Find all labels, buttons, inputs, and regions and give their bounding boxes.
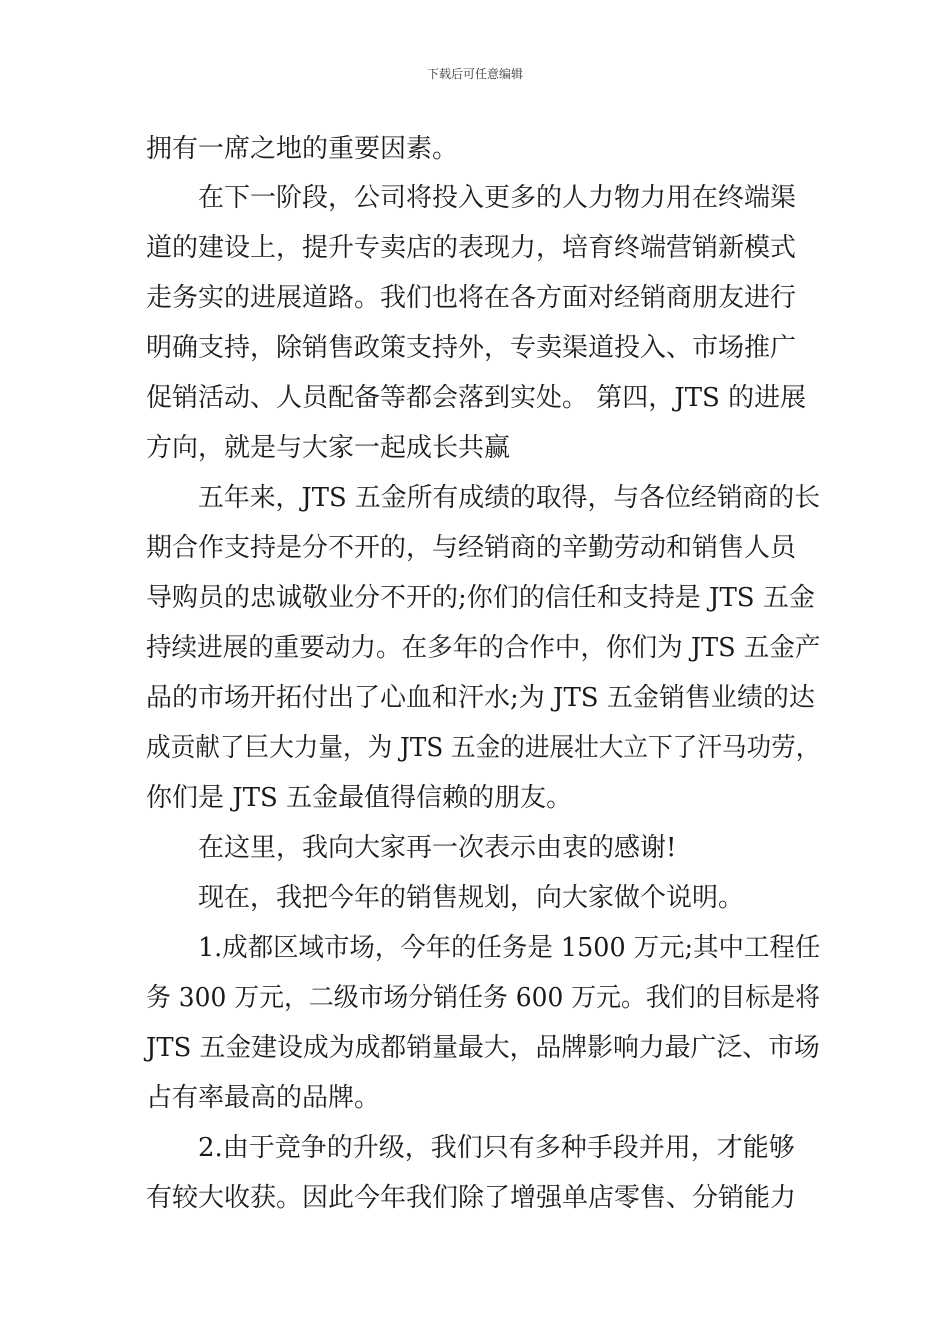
text-line: 务 300 万元，二级市场分销任务 600 万元。我们的目标是将: [146, 983, 821, 1013]
text-line: 在这里，我向大家再一次表示由衷的感谢!: [198, 833, 677, 863]
text-line: 拥有一席之地的重要因素。: [146, 134, 459, 164]
text-line: 导购员的忠诚敬业分不开的;你们的信任和支持是 JTS 五金: [146, 583, 815, 613]
text-line: 占有率最高的品牌。: [146, 1083, 381, 1113]
text-line: 成贡献了巨大力量，为 JTS 五金的进展壮大立下了汗马功劳，: [146, 733, 821, 763]
text-line: 走务实的进展道路。我们也将在各方面对经销商朋友进行: [146, 283, 797, 313]
text-line: JTS 五金建设成为成都销量最大，品牌影响力最广泛、市场: [146, 1033, 820, 1063]
text-line: 2.由于竞争的升级，我们只有多种手段并用，才能够: [198, 1133, 795, 1163]
page-header: 下载后可任意编辑: [426, 67, 523, 81]
text-line: 道的建设上，提升专卖店的表现力，培育终端营销新模式: [146, 233, 797, 263]
text-line: 持续进展的重要动力。在多年的合作中，你们为 JTS 五金产: [146, 633, 821, 663]
text-line: 期合作支持是分不开的，与经销商的辛勤劳动和销售人员: [146, 533, 797, 563]
text-line: 促销活动、人员配备等都会落到实处。 第四，JTS 的进展: [146, 383, 807, 413]
text-line: 方向，就是与大家一起成长共赢: [146, 433, 511, 463]
text-line: 在下一阶段，公司将投入更多的人力物力用在终端渠: [198, 183, 797, 213]
text-line: 明确支持，除销售政策支持外，专卖渠道投入、市场推广: [146, 333, 797, 363]
text-line: 你们是 JTS 五金最值得信赖的朋友。: [146, 783, 573, 813]
text-line: 有较大收获。因此今年我们除了增强单店零售、分销能力: [146, 1183, 797, 1213]
text-line: 品的市场开拓付出了心血和汗水;为 JTS 五金销售业绩的达: [146, 683, 815, 713]
text-line: 现在，我把今年的销售规划，向大家做个说明。: [198, 883, 745, 913]
text-line: 1.成都区域市场，今年的任务是 1500 万元;其中工程任: [198, 933, 821, 963]
text-line: 五年来，JTS 五金所有成绩的取得，与各位经销商的长: [198, 483, 821, 513]
